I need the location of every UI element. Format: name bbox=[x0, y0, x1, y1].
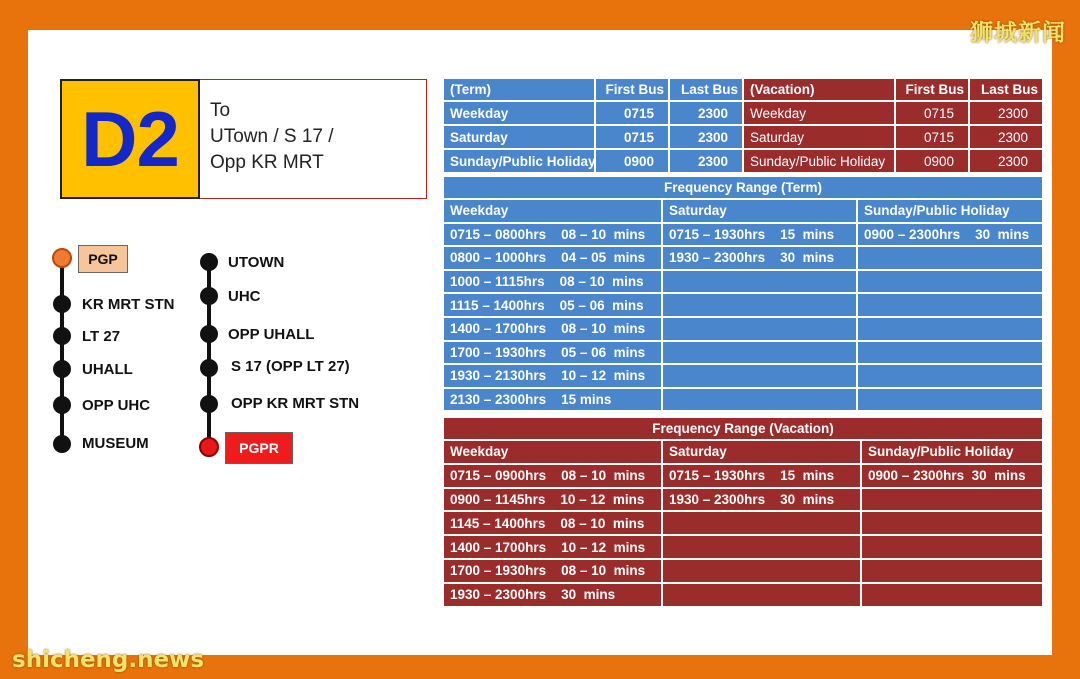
stop-marker bbox=[53, 396, 71, 414]
table-cell bbox=[862, 536, 1042, 558]
stop-label: LT 27 bbox=[82, 328, 121, 345]
table-cell: 0900 bbox=[596, 150, 668, 172]
stop-label: MUSEUM bbox=[82, 435, 149, 452]
table-cell: 1930 – 2300hrs 30 mins bbox=[663, 247, 856, 269]
table-header: First Bus bbox=[596, 79, 668, 100]
stop-marker bbox=[200, 325, 218, 343]
table-cell bbox=[663, 389, 856, 411]
table-cell bbox=[663, 512, 860, 534]
table-header: Last Bus bbox=[970, 79, 1042, 100]
table-cell: 0900 – 2300hrs 30 mins bbox=[858, 224, 1042, 246]
table-cell: 1930 – 2130hrs 10 – 12 mins bbox=[444, 365, 661, 387]
table-header: Saturday bbox=[663, 441, 860, 463]
table-header: First Bus bbox=[896, 79, 968, 100]
table-header: Weekday bbox=[444, 200, 661, 222]
stop-label: OPP KR MRT STN bbox=[231, 395, 360, 412]
table-cell: 1145 – 1400hrs 08 – 10 mins bbox=[444, 512, 661, 534]
term-hours-table bbox=[444, 79, 742, 172]
table-cell bbox=[663, 294, 856, 316]
table-cell: 1700 – 1930hrs 05 – 06 mins bbox=[444, 342, 661, 364]
table-cell bbox=[663, 560, 860, 582]
table-header: Sunday/Public Holiday bbox=[858, 200, 1042, 222]
table-cell: 2130 – 2300hrs 15 mins bbox=[444, 389, 661, 411]
table-cell: 0900 bbox=[896, 150, 968, 172]
table-header: Last Bus bbox=[670, 79, 742, 100]
stop-label: KR MRT STN bbox=[82, 296, 175, 313]
stop-marker bbox=[200, 359, 218, 377]
table-cell bbox=[858, 294, 1042, 316]
table-cell bbox=[663, 584, 860, 606]
table-header: (Term) bbox=[444, 79, 594, 100]
table-cell bbox=[663, 536, 860, 558]
table-cell: 1000 – 1115hrs 08 – 10 mins bbox=[444, 271, 661, 293]
table-cell: 0715 – 1930hrs 15 mins bbox=[663, 224, 856, 246]
table-header: Weekday bbox=[444, 441, 661, 463]
stop-marker bbox=[200, 287, 218, 305]
table-cell: Sunday/Public Holiday bbox=[444, 150, 594, 172]
table-header: Saturday bbox=[663, 200, 856, 222]
stop-marker bbox=[53, 295, 71, 313]
table-cell: 1700 – 1930hrs 08 – 10 mins bbox=[444, 560, 661, 582]
table-cell: Sunday/Public Holiday bbox=[744, 150, 894, 172]
stop-marker bbox=[53, 435, 71, 453]
table-header: Sunday/Public Holiday bbox=[862, 441, 1042, 463]
table-cell bbox=[858, 365, 1042, 387]
table-cell bbox=[862, 584, 1042, 606]
table-cell: 2300 bbox=[670, 126, 742, 148]
stop-tag-pgp: PGP bbox=[78, 245, 128, 273]
stop-marker bbox=[53, 360, 71, 378]
table-cell: 0715 bbox=[596, 126, 668, 148]
table-cell bbox=[862, 489, 1042, 511]
table-cell bbox=[858, 318, 1042, 340]
route-code-box bbox=[60, 79, 200, 199]
table-cell bbox=[858, 247, 1042, 269]
table-cell bbox=[663, 271, 856, 293]
table-cell: 0715 bbox=[896, 126, 968, 148]
table-cell: 0900 – 2300hrs 30 mins bbox=[862, 465, 1042, 487]
watermark-top: 狮城新闻 bbox=[970, 20, 1066, 46]
freq-vacation-title: Frequency Range (Vacation) bbox=[444, 418, 1042, 439]
table-cell: Weekday bbox=[444, 102, 594, 124]
freq-vacation-table bbox=[444, 441, 1042, 606]
table-cell: 1930 – 2300hrs 30 mins bbox=[663, 489, 860, 511]
table-header: (Vacation) bbox=[744, 79, 894, 100]
stop-marker-pgpr bbox=[199, 437, 219, 457]
table-cell: 2300 bbox=[670, 102, 742, 124]
table-cell: Saturday bbox=[444, 126, 594, 148]
destination-line-2: UTown / S 17 / bbox=[210, 126, 334, 147]
table-cell bbox=[858, 389, 1042, 411]
table-cell bbox=[858, 271, 1042, 293]
route-line-left bbox=[60, 258, 64, 444]
stop-marker bbox=[200, 395, 218, 413]
table-cell: Weekday bbox=[744, 102, 894, 124]
table-cell: 0715 – 0900hrs 08 – 10 mins bbox=[444, 465, 661, 487]
table-cell: 1400 – 1700hrs 10 – 12 mins bbox=[444, 536, 661, 558]
destination-box bbox=[200, 79, 427, 199]
destination-line-1: To bbox=[210, 100, 231, 121]
stop-label: UHC bbox=[228, 288, 261, 305]
table-cell bbox=[663, 342, 856, 364]
table-cell: 2300 bbox=[970, 126, 1042, 148]
table-cell bbox=[858, 342, 1042, 364]
destination-line-3: Opp KR MRT bbox=[210, 152, 324, 173]
freq-term-title: Frequency Range (Term) bbox=[444, 177, 1042, 198]
table-cell bbox=[663, 365, 856, 387]
table-cell bbox=[862, 512, 1042, 534]
table-cell: 0715 bbox=[896, 102, 968, 124]
table-cell: 2300 bbox=[970, 102, 1042, 124]
table-cell: 2300 bbox=[670, 150, 742, 172]
table-cell: 0715 – 1930hrs 15 mins bbox=[663, 465, 860, 487]
table-cell: 1400 – 1700hrs 08 – 10 mins bbox=[444, 318, 661, 340]
stop-label: OPP UHC bbox=[82, 397, 151, 414]
table-cell: Saturday bbox=[744, 126, 894, 148]
stop-tag-pgpr: PGPR bbox=[225, 432, 293, 464]
table-cell: 1930 – 2300hrs 30 mins bbox=[444, 584, 661, 606]
route-code: D2 bbox=[81, 94, 179, 183]
stop-label: S 17 (OPP LT 27) bbox=[231, 358, 350, 375]
stop-marker bbox=[53, 327, 71, 345]
table-cell: 0900 – 1145hrs 10 – 12 mins bbox=[444, 489, 661, 511]
freq-term-table bbox=[444, 200, 1042, 410]
vacation-hours-table bbox=[744, 79, 1042, 172]
table-cell: 1115 – 1400hrs 05 – 06 mins bbox=[444, 294, 661, 316]
table-cell bbox=[862, 560, 1042, 582]
stop-marker bbox=[200, 253, 218, 271]
table-cell: 0715 – 0800hrs 08 – 10 mins bbox=[444, 224, 661, 246]
table-cell bbox=[663, 318, 856, 340]
stop-label: UHALL bbox=[82, 361, 133, 378]
table-cell: 0800 – 1000hrs 04 – 05 mins bbox=[444, 247, 661, 269]
stop-marker-pgp bbox=[52, 248, 72, 268]
table-cell: 2300 bbox=[970, 150, 1042, 172]
stop-label: OPP UHALL bbox=[228, 326, 315, 343]
table-cell: 0715 bbox=[596, 102, 668, 124]
watermark-bottom: shicheng.news bbox=[12, 647, 205, 673]
stop-label: UTOWN bbox=[228, 254, 285, 271]
